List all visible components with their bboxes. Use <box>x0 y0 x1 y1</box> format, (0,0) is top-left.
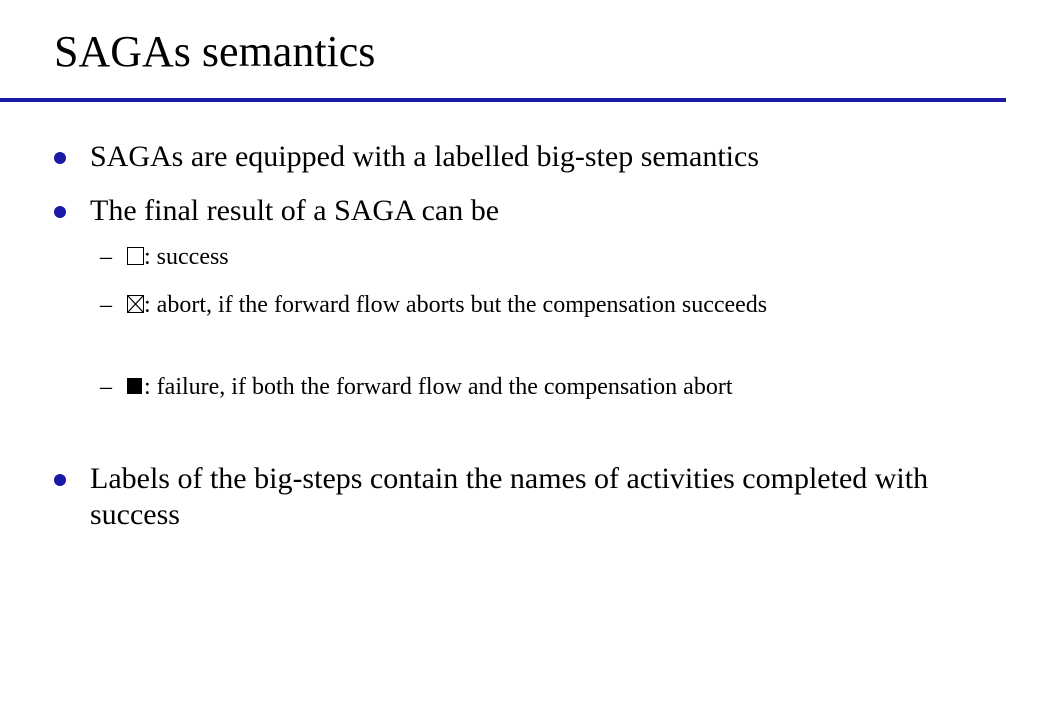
dash-icon: – <box>100 292 112 318</box>
sub-item-text: : success <box>144 244 229 270</box>
dash-icon: – <box>100 374 112 400</box>
bullet-text: SAGAs are equipped with a labelled big-step semantics <box>90 140 759 173</box>
bullet-text: The final result of a SAGA can be <box>90 194 500 227</box>
bullet-dot-icon <box>54 474 66 486</box>
bullet-dot-icon <box>54 152 66 164</box>
slide-title: SAGAs semantics <box>54 27 376 76</box>
bullet-text: Labels of the big-steps contain the names of activities completed with success <box>90 462 929 531</box>
dash-icon: – <box>100 244 112 270</box>
bullet-dot-icon <box>54 206 66 218</box>
sub-item-text: : abort, if the forward flow aborts but the compensation succeeds <box>144 292 768 318</box>
sub-item-text: : failure, if both the forward flow and the compensation abort <box>144 374 733 400</box>
title-divider <box>0 98 1006 102</box>
